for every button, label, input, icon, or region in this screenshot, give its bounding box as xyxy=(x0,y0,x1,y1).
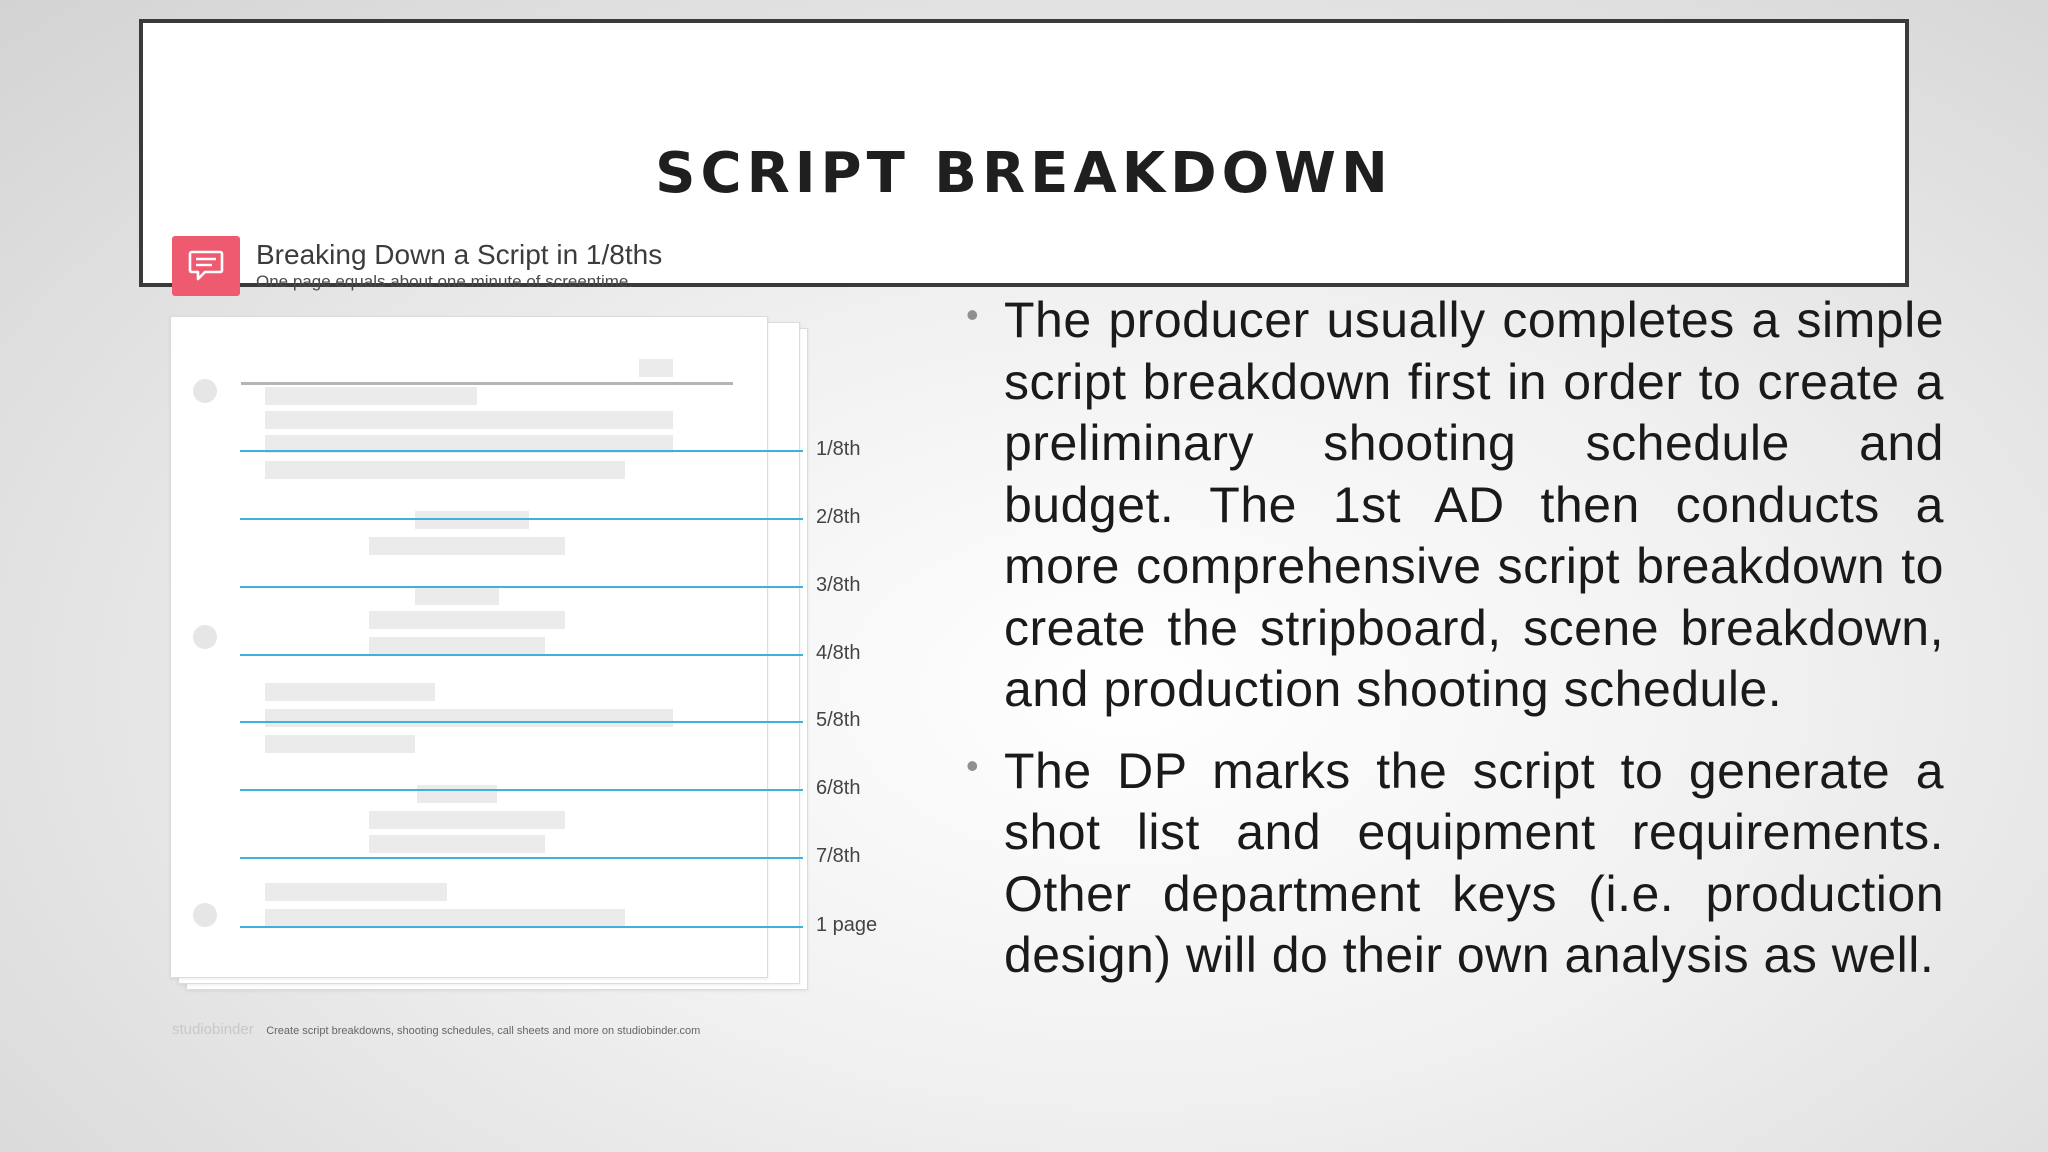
text-line xyxy=(265,461,625,479)
text-line xyxy=(369,637,545,655)
bullet-item xyxy=(960,290,1944,721)
page-header-rule xyxy=(241,382,733,385)
text-line xyxy=(369,537,565,555)
script-page-illustration xyxy=(170,316,878,996)
eighth-marker-line xyxy=(240,857,803,859)
eighth-label: 7/8th xyxy=(816,845,861,867)
text-line xyxy=(265,909,625,927)
text-line xyxy=(265,683,435,701)
graphic-subtitle: One page equals about one minute of screentime. xyxy=(256,272,634,291)
text-line xyxy=(265,387,477,405)
bullet-list xyxy=(960,290,1944,1007)
graphic-header xyxy=(172,236,732,296)
text-line xyxy=(369,811,565,829)
bullet-item xyxy=(960,741,1944,987)
eighth-marker-line xyxy=(240,450,803,452)
binding-hole xyxy=(193,903,217,927)
text-line xyxy=(415,511,529,529)
graphic-footer xyxy=(172,1021,700,1039)
eighth-marker-line xyxy=(240,654,803,656)
text-line xyxy=(639,359,673,377)
text-line xyxy=(265,735,415,753)
eighth-marker-line xyxy=(240,518,803,520)
text-line xyxy=(369,611,565,629)
text-line xyxy=(265,411,673,429)
bullet-text: The DP marks the script to generate a shot list and equipment requirements. Other department keys (i.e. production design) will do their own analysis as well. xyxy=(1004,742,1944,983)
binding-hole xyxy=(193,379,217,403)
footer-text: Create script breakdowns, shooting schedules, call sheets and more on studiobinder.com xyxy=(266,1025,701,1037)
chat-bubble-icon xyxy=(172,236,240,296)
page-sheet-front xyxy=(170,316,768,978)
binding-hole xyxy=(193,625,217,649)
slide-title: SCRIPT BREAKDOWN xyxy=(655,141,1393,206)
eighth-marker-line xyxy=(240,926,803,928)
text-line xyxy=(417,785,497,803)
eighth-label: 1 page xyxy=(816,914,878,936)
eighth-marker-line xyxy=(240,586,803,588)
bullet-icon: • xyxy=(966,744,979,786)
eighth-label: 4/8th xyxy=(816,642,861,664)
eighth-marker-line xyxy=(240,789,803,791)
bullet-text: The producer usually completes a simple script breakdown first in order to create a preliminary shooting schedule and budget. The 1st AD then conducts a more comprehensive script breakdown to create the stripboard, scene breakdown, and production shooting schedule. xyxy=(1004,292,1944,717)
eighth-label: 6/8th xyxy=(816,777,861,799)
eighth-label: 1/8th xyxy=(816,438,861,460)
eighth-marker-line xyxy=(240,721,803,723)
graphic-title: Breaking Down a Script in 1/8ths xyxy=(256,239,663,270)
eighth-label: 2/8th xyxy=(816,506,861,528)
text-line xyxy=(369,835,545,853)
eighth-label: 5/8th xyxy=(816,709,861,731)
text-line xyxy=(265,709,673,727)
bullet-icon: • xyxy=(966,294,979,335)
text-line xyxy=(415,587,499,605)
studiobinder-logo: studiobinder xyxy=(172,1021,254,1038)
eighth-label: 3/8th xyxy=(816,574,861,596)
text-line xyxy=(265,883,447,901)
